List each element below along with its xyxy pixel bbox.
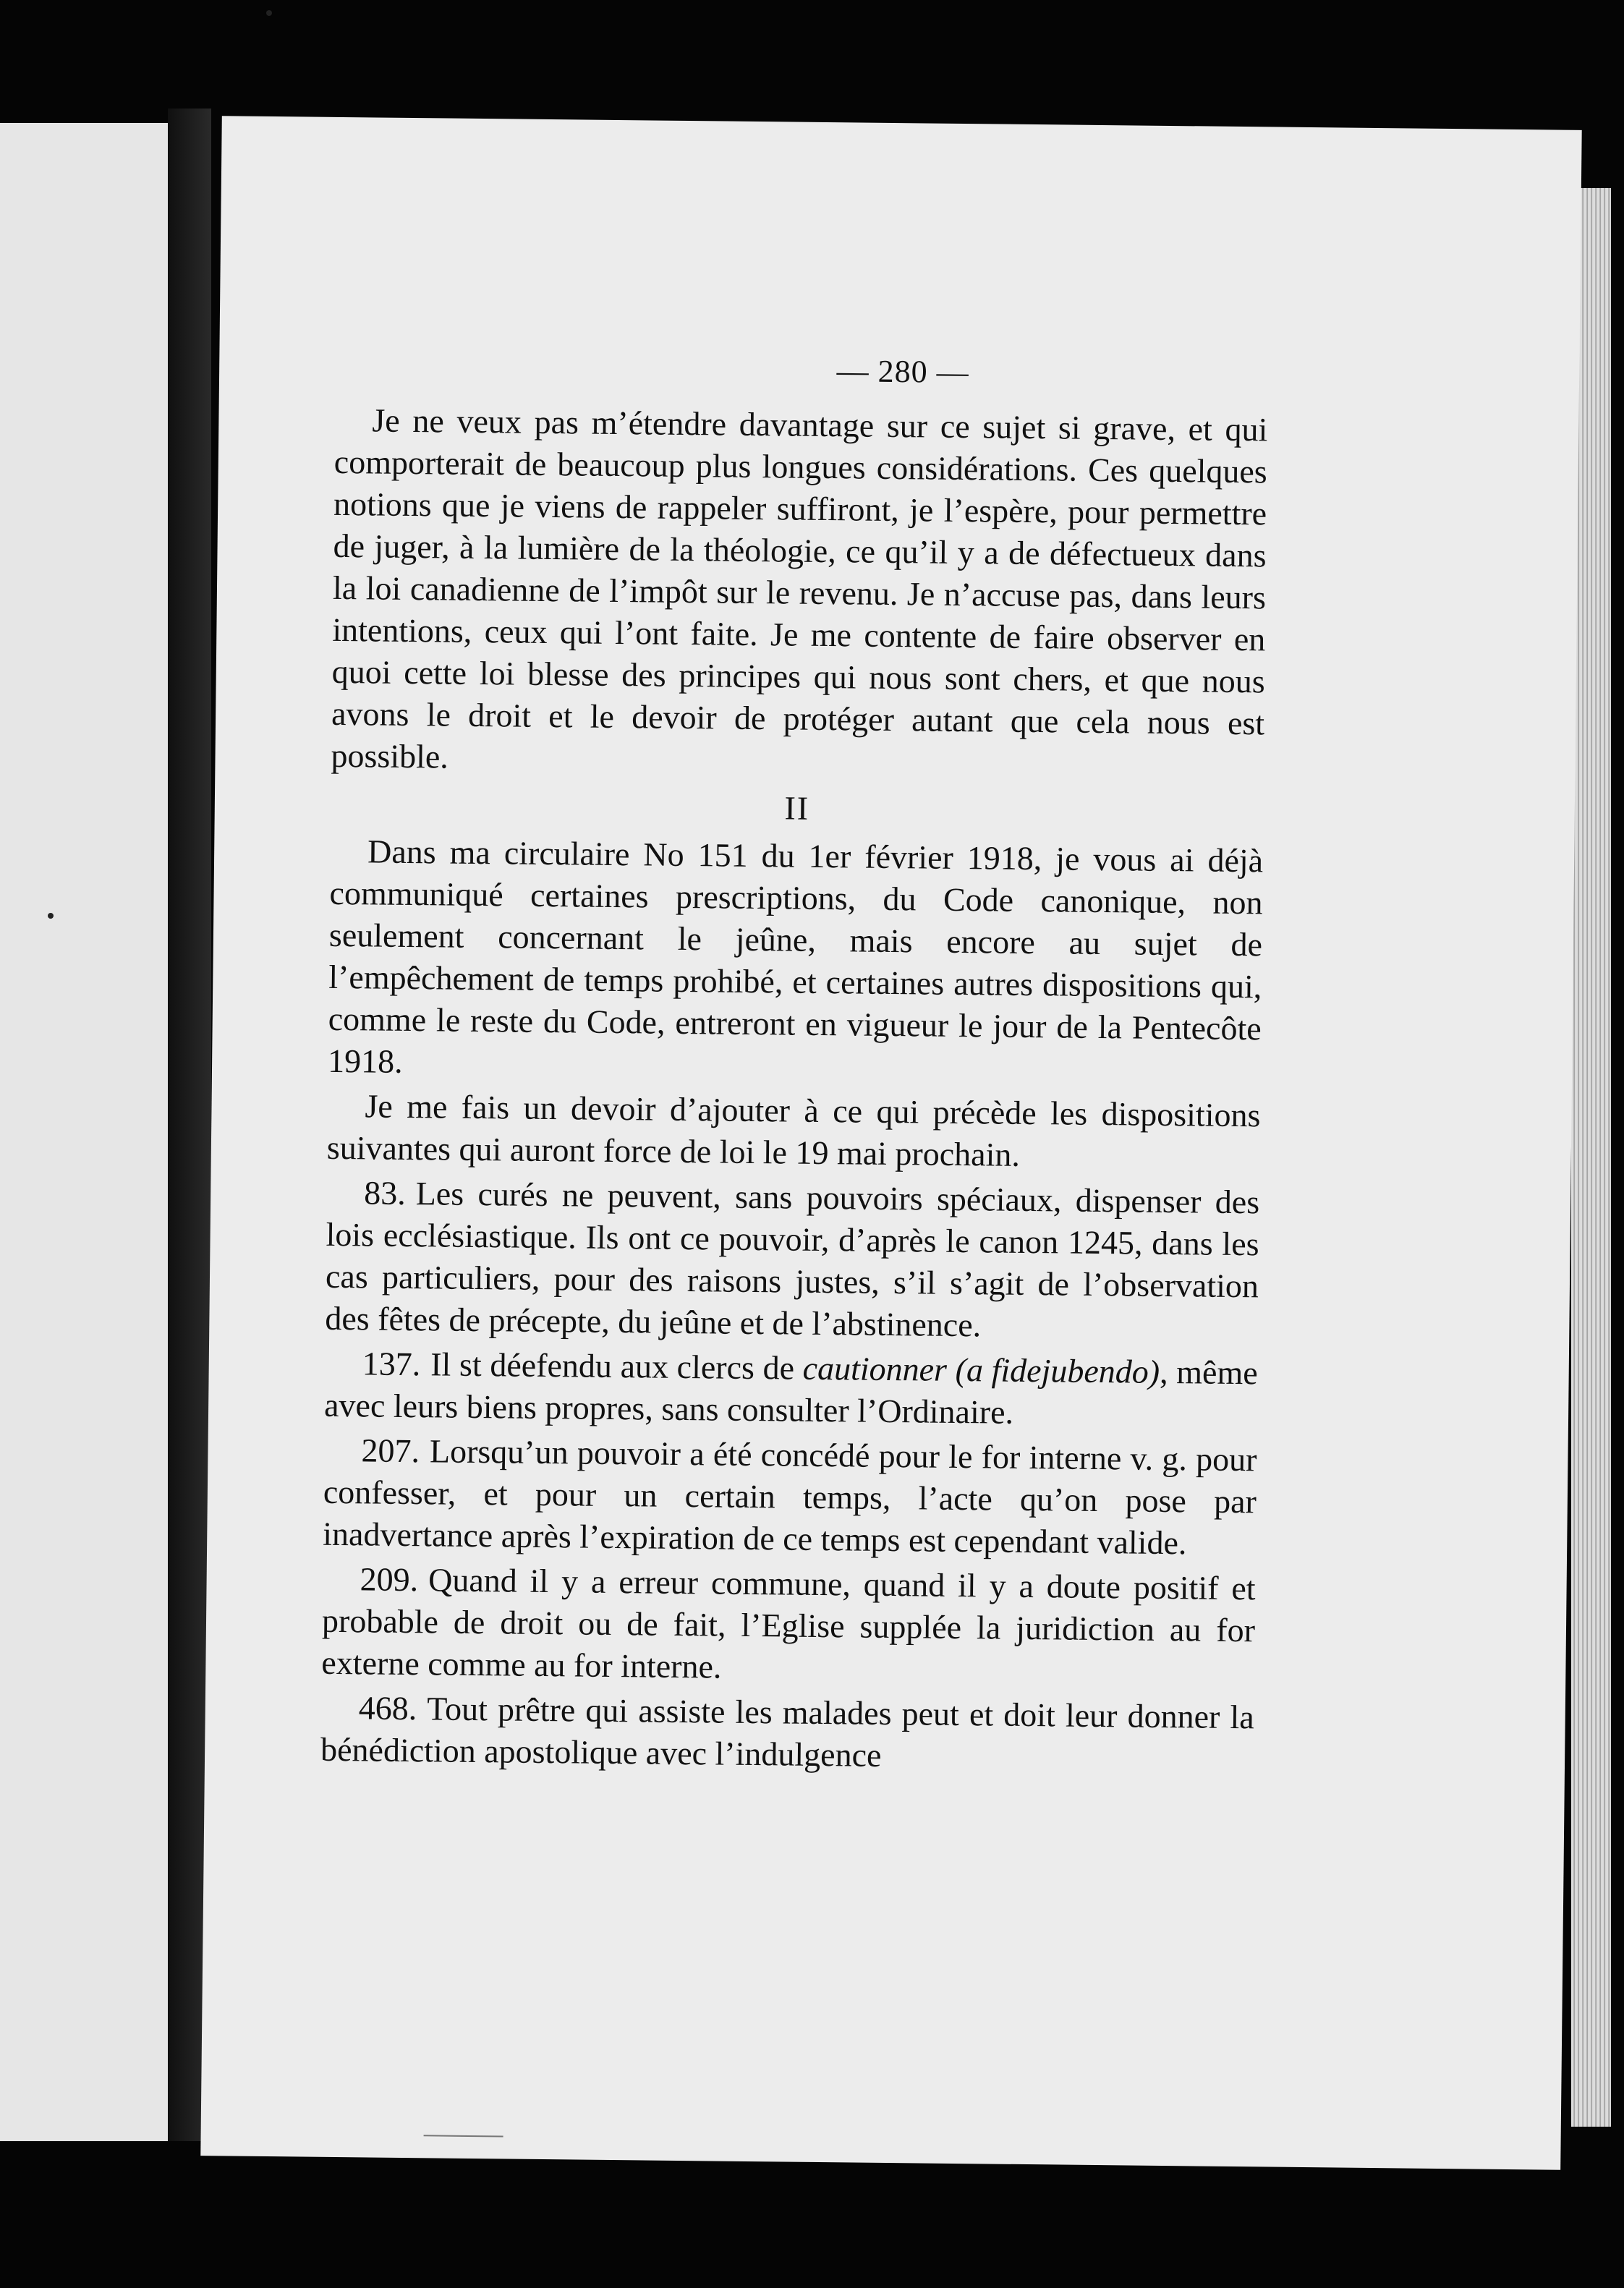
canon-italic-term: cautionner (a fidejubendo) [802,1349,1160,1390]
book-page [200,116,1581,2170]
paragraph-circular: Dans ma circulaire No 151 du 1er février 1918, je vous ai déjà communiqué certaines prescriptions, du Code canonique, non seulement concernant le jeûne, mais encore au sujet de l’empêchement de temps prohibé, et certaines autres dispositions qui, comme le reste du Code, entreront en vigueur le jour de la Pentecôte 1918. [327,833,1264,1080]
page-number: — 280 — [836,353,969,391]
canon-137 [324,1343,1258,1437]
paragraph-dispositions: Je me fais un devoir d’ajouter à ce qui précède les dispositions suivantes qui auront force de loi le 19 mai prochain. [326,1087,1261,1173]
canon-number: 83. [363,1174,407,1212]
canon-text: , même avec leurs biens propres, sans consulter l’Ordinaire. [323,1353,1258,1431]
canon-number: 137. [362,1345,421,1383]
canon-text: Quand il y a erreur commune, quand il y a doute positif et probable de droit ou de fait, l’Eglise supplée la juridiction au for externe comme au for interne. [321,1561,1256,1685]
canon-468 [320,1687,1254,1781]
scan-speck [48,913,54,919]
canon-209 [321,1558,1256,1693]
bottom-rule [424,2135,503,2137]
canon-text: Les curés ne peuvent, sans pouvoirs spéciaux, dispenser des lois ecclésiastique. Ils ont ce pouvoir, d’après le canon 1245, dans les cas particuliers, pour des raisons justes, s’il s’agit de l’observation des fêtes de précepte, du jeûne et de l’abstinence. [325,1175,1260,1344]
canon-number: 468. [358,1689,417,1727]
left-page-edge [0,123,168,2141]
canon-text: Il st déefendu aux clercs de [430,1345,795,1387]
canon-number: 209. [360,1560,419,1599]
canon-number: 207. [361,1432,420,1470]
canon-text: Tout prêtre qui assiste les malades peut et doit leur donner la bénédiction apostolique avec l’indulgence [320,1690,1254,1774]
canon-83 [325,1172,1259,1349]
section-heading: II [784,789,810,827]
scan-speck [266,10,272,16]
canon-text: Lorsqu’un pouvoir a été concédé pour le for interne v. g. pour confesser, et pour un certain temps, l’acte qu’on pose par inadvertance après l’expiration de ce temps est cependant valide. [323,1432,1257,1562]
page-text [320,399,1268,1783]
paragraph-intro: Je ne veux pas m’étendre davantage sur ce sujet si grave, et qui comporterait de beaucoup plus longues considérations. Ces quelques notions que je viens de rappeler suffiront, je l’espère, pour permettre de juger, à la lumière de la théologie, ce qu’il y a de défectueux dans la loi canadienne de l’impôt sur le revenu. Je n’accuse pas, dans leurs intentions, ceux qui l’ont faite. Je me contente de faire observer en quoi cette loi blesse des principes qui nous sont chers, et que nous avons le droit et le devoir de protéger autant que cela nous est possible. [331,401,1268,775]
canon-207 [323,1429,1257,1565]
